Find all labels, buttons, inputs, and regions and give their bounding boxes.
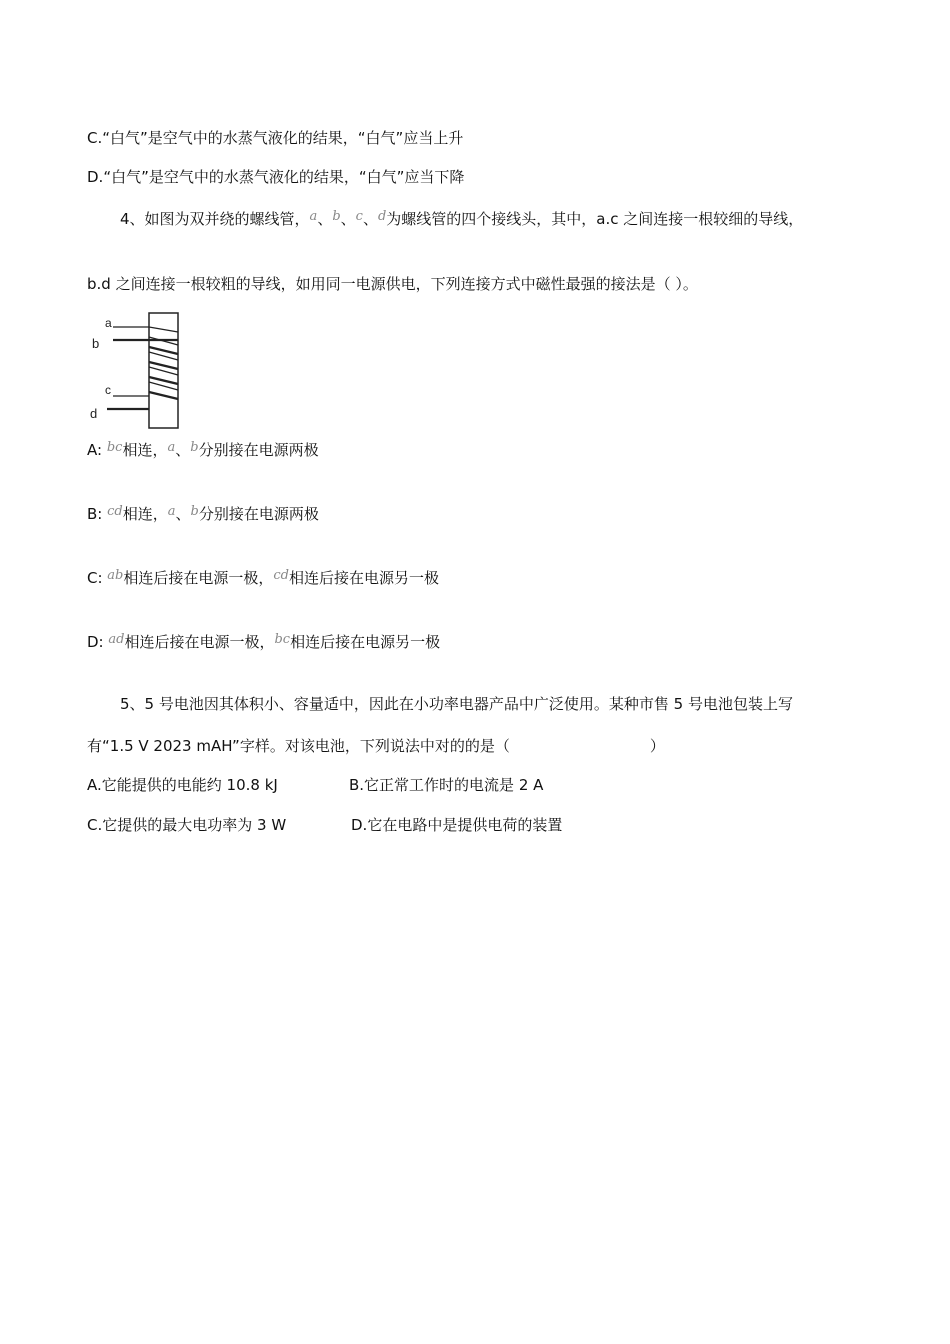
q4-stem-line1: [120, 209, 803, 231]
q5-stem-paren: ）: [649, 737, 665, 755]
q5-stem-line1: 5、5 号电池因其体积小、容量适中，因此在小功率电器产品中广泛使用。某种市售 5 号电池包装上写: [120, 695, 793, 713]
option-prefix: A:: [87, 441, 107, 459]
option-text: 相连后接在电源另一极: [289, 569, 440, 587]
math-term: bc: [106, 440, 123, 455]
option-text: 分别接在电源两极: [198, 505, 319, 523]
q5-stem-text: 有“1.5 V 2023 mAH”字样。对该电池，下列说法中对的的是（: [87, 737, 510, 755]
figure-label-c: c: [105, 383, 111, 397]
solenoid-figure: [87, 310, 187, 430]
q4-option-b: [87, 504, 319, 526]
math-term: cd: [273, 568, 289, 583]
q5-option-c: C.它提供的最大电功率为 3 W: [87, 816, 287, 834]
math-var-c: c: [355, 209, 363, 224]
separator: 、: [175, 505, 191, 523]
separator: 、: [175, 441, 191, 459]
option-prefix: C:: [87, 569, 108, 587]
option-text: 分别接在电源两极: [198, 441, 319, 459]
figure-label-a: a: [105, 316, 112, 330]
figure-label-d: d: [90, 406, 98, 421]
q4-stem-suffix: 为螺线管的四个接线头，其中，a.c 之间连接一根较细的导线，: [386, 210, 804, 228]
coil-thick-winding: [149, 347, 178, 399]
separator: 、: [362, 210, 378, 228]
figure-label-b: b: [92, 336, 100, 351]
math-var-a: a: [309, 209, 318, 224]
q4-stem-prefix: 4、如图为双并绕的螺线管，: [120, 210, 310, 228]
option-prefix: B:: [87, 505, 108, 523]
q4-option-a: [87, 440, 319, 462]
math-var-d: d: [377, 209, 387, 224]
q4-stem-line2: b.d 之间连接一根较粗的导线，如用同一电源供电，下列连接方式中磁性最强的接法是（ ）。: [87, 275, 698, 293]
option-prefix: D:: [87, 633, 109, 651]
option-text: 相连，: [122, 505, 168, 523]
math-term: ab: [107, 568, 124, 583]
q3-option-c: C.“白气”是空气中的水蒸气液化的结果，“白气”应当上升: [87, 129, 464, 147]
q4-option-d: [87, 632, 440, 654]
math-term: bc: [274, 632, 291, 647]
math-term: a: [167, 504, 176, 519]
math-term: ad: [108, 632, 125, 647]
math-term: b: [190, 440, 199, 455]
math-term: a: [167, 440, 176, 455]
separator: 、: [317, 210, 333, 228]
q5-option-a: A.它能提供的电能约 10.8 kJ: [87, 776, 278, 794]
option-text: 相连后接在电源一极，: [123, 569, 274, 587]
separator: 、: [340, 210, 356, 228]
option-text: 相连后接在电源一极，: [124, 633, 275, 651]
math-term: cd: [107, 504, 123, 519]
math-var-b: b: [332, 209, 341, 224]
q5-stem-line2: [87, 736, 665, 756]
q4-option-c: [87, 568, 439, 590]
math-term: b: [190, 504, 199, 519]
q5-option-b: B.它正常工作时的电流是 2 A: [349, 776, 544, 794]
q5-option-d: D.它在电路中是提供电荷的装置: [351, 816, 563, 834]
option-text: 相连，: [122, 441, 168, 459]
q3-option-d: D.“白气”是空气中的水蒸气液化的结果，“白气”应当下降: [87, 168, 465, 186]
option-text: 相连后接在电源另一极: [290, 633, 441, 651]
